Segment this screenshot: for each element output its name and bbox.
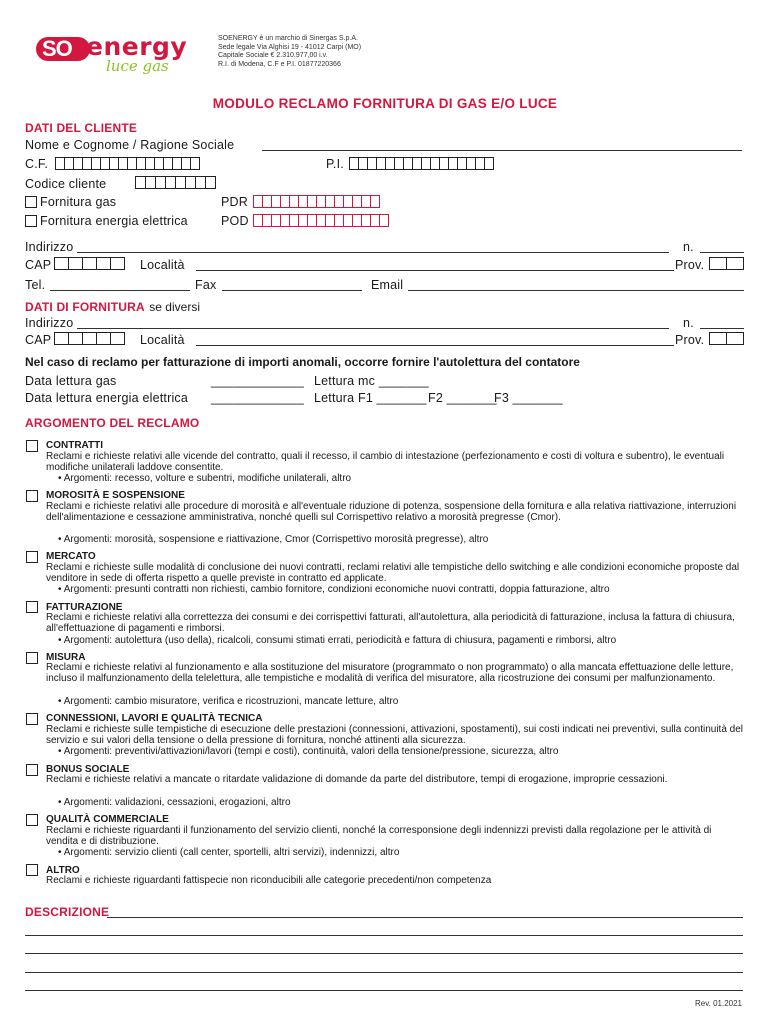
contratti-desc: Reclami e richieste relativi alle vicende del contratto, quali il recesso, il cambio di intestazione (perfezionamento e costi di voltura e subentro), le eventuali modifiche unilaterali laddove consentite. (46, 451, 725, 473)
data-lettura-energia-field[interactable]: _____________ (211, 391, 304, 405)
fatturazione-args: • Argomenti: autolettura (uso della), ricalcoli, consumi stimati errati, periodicità e fattura di chiusura, pagamenti e rimborsi, altro (58, 635, 617, 646)
fornitura-numero-label: n. (683, 316, 694, 330)
fatturazione-desc: Reclami e richieste relativi alla correttezza dei consumi e dei corrispettivi fatturati, all'autolettura, alla periodicità di fatturazione, inclusa la fattura di chiusura, all'effettuazione di pagamenti e rimborsi. (46, 612, 735, 634)
lettura-f1-field[interactable]: Lettura F1 _______ (314, 391, 427, 405)
lettura-mc-field[interactable]: Lettura mc _______ (314, 374, 429, 388)
misura-checkbox[interactable] (26, 652, 38, 664)
bonus-sociale-desc: Reclami e richieste relativi a mancate o ritardate validazione di domande da parte del distributore, tempi di erogazione, improprie cessazioni. (46, 774, 668, 785)
data-lettura-energia-label: Data lettura energia elettrica (25, 391, 189, 405)
misura-desc: Reclami e richieste relativi al funzionamento e alla sostituzione del misuratore (programmato o non programmato) o alla mancata effettuazione delle letture, incluso il malfunzionamento della telelettura, alle tempistiche e modalità di verifica del misuratore, alla ricostruzione dei consumi per malfunzionamento. (46, 662, 734, 684)
bonus-sociale-args: • Argomenti: validazioni, cessazioni, erogazioni, altro (58, 797, 291, 808)
descrizione-line[interactable] (25, 972, 743, 973)
altro-checkbox[interactable] (26, 864, 38, 876)
connessioni-checkbox[interactable] (26, 713, 38, 725)
mercato-desc: Reclami e richieste sulle modalità di conclusione dei nuovi contratti, reclami relativi alle tempistiche dello switching e alle condizioni economiche proposte dal venditore in sede di offerta rispetto a quelle previste in contratto ed applicate. (46, 562, 740, 584)
altro-title: ALTRO (46, 865, 80, 876)
pod-boxes[interactable] (253, 214, 388, 227)
nome-label: Nome e Cognome / Ragione Sociale (25, 138, 235, 152)
descrizione-line[interactable] (25, 935, 743, 936)
lettura-f2-field[interactable]: F2 _______ (428, 391, 497, 405)
descrizione-line[interactable] (25, 953, 743, 954)
fatturazione-title: FATTURAZIONE (46, 602, 123, 613)
page-title: MODULO RECLAMO FORNITURA DI GAS E/O LUCE (212, 96, 558, 111)
logo-tagline: luce gas (106, 57, 169, 75)
descrizione-line[interactable] (25, 990, 743, 991)
localita-label: Località (140, 258, 185, 272)
qualita-commerciale-checkbox[interactable] (26, 814, 38, 826)
altro-desc: Reclami e richieste riguardanti fattispecie non riconducibili alle categorie precedenti/non competenza (46, 875, 492, 886)
email-field[interactable] (408, 290, 744, 291)
section-dati-fornitura (25, 298, 200, 316)
numero-label: n. (683, 240, 694, 254)
descrizione-line[interactable] (107, 917, 743, 918)
morosita-checkbox[interactable] (26, 490, 38, 502)
fornitura-indirizzo-label: Indirizzo (25, 316, 74, 330)
qualita-commerciale-title: QUALITÀ COMMERCIALE (46, 814, 169, 825)
lettura-f3-field[interactable]: F3 _______ (494, 391, 563, 405)
company-info (218, 35, 361, 69)
fornitura-localita-field[interactable] (196, 345, 674, 346)
fornitura-prov-boxes[interactable] (709, 332, 743, 345)
indirizzo-label: Indirizzo (25, 240, 74, 254)
fornitura-cap-label: CAP (25, 333, 52, 347)
logo-so-text: SO (42, 36, 72, 61)
company-line: R.I. di Modena, C.F e P.I. 01877220366 (218, 60, 341, 68)
cap-boxes[interactable] (54, 257, 124, 270)
lettura-heading: Nel caso di reclamo per fatturazione di importi anomali, occorre fornire l'autolettura del contatore (25, 355, 580, 369)
cf-boxes[interactable] (55, 157, 199, 170)
pi-label: P.I. (326, 157, 344, 171)
contratti-args: • Argomenti: recesso, volture e subentri, modifiche unilaterali, altro (58, 473, 352, 484)
fax-label: Fax (195, 278, 217, 292)
company-line: SOENERGY è un marchio di Sinergas S.p.A. (218, 35, 358, 42)
email-label: Email (371, 278, 404, 292)
contratti-title: CONTRATTI (46, 440, 104, 451)
morosita-args: • Argomenti: morosità, sospensione e riattivazione, Cmor (Corrispettivo morosità pregresse), altro (58, 534, 489, 545)
tel-label: Tel. (25, 278, 46, 292)
bonus-sociale-title: BONUS SOCIALE (46, 764, 130, 775)
pdr-label: PDR (221, 195, 248, 209)
prov-boxes[interactable] (709, 257, 743, 270)
misura-args: • Argomenti: cambio misuratore, verifica e ricostruzioni, mancate letture, altro (58, 696, 399, 707)
bonus-sociale-checkbox[interactable] (26, 764, 38, 776)
logo-so-badge (36, 37, 90, 61)
fornitura-prov-label: Prov. (675, 333, 705, 347)
pod-label: POD (221, 214, 249, 228)
cf-label: C.F. (25, 157, 49, 171)
dati-fornitura-suffix: se diversi (149, 300, 200, 314)
fornitura-gas-checkbox[interactable] (25, 196, 37, 208)
misura-title: MISURA (46, 652, 86, 663)
connessioni-title: CONNESSIONI, LAVORI E QUALITÀ TECNICA (46, 713, 263, 724)
cap-label: CAP (25, 258, 52, 272)
section-dati-cliente: DATI DEL CLIENTE (25, 121, 138, 135)
codice-cliente-boxes[interactable] (135, 176, 215, 189)
fornitura-gas-label: Fornitura gas (40, 195, 117, 209)
mercato-title: MERCATO (46, 551, 96, 562)
morosita-desc: Reclami e richieste relativi alle procedure di morosità e all'eventuale riduzione di potenza, sospensione della fornitura e alla relativa riattivazione, interruzioni dell'alimentazione e cessazione amministrativa, nonché quelli sul Corrispettivo relativo a morosità pregresse (Cmor). (46, 501, 737, 523)
fax-field[interactable] (222, 290, 362, 291)
qualita-commerciale-args: • Argomenti: servizio clienti (call center, sportelli, altri servizi), indennizzi, altro (58, 847, 400, 858)
pi-boxes[interactable] (349, 157, 493, 170)
fornitura-indirizzo-field[interactable] (77, 328, 669, 329)
indirizzo-field[interactable] (77, 252, 669, 253)
descrizione-label: DESCRIZIONE (25, 905, 110, 919)
fornitura-energia-checkbox[interactable] (25, 215, 37, 227)
revision-label: Rev. 01.2021 (695, 999, 742, 1008)
numero-field[interactable] (700, 252, 744, 253)
morosita-title: MOROSITÀ E SOSPENSIONE (46, 490, 185, 501)
connessioni-args: • Argomenti: preventivi/attivazioni/lavori (tempi e costi), continuità, valori della tensione/pressione, sicurezza, altro (58, 746, 559, 757)
data-lettura-gas-label: Data lettura gas (25, 374, 117, 388)
contratti-checkbox[interactable] (26, 440, 38, 452)
qualita-commerciale-desc: Reclami e richieste riguardanti il funzionamento del servizio clienti, nonché la corresponsione degli indennizzi previsti dalla regolazione per le attività di vendita e di distribuzione. (46, 825, 712, 847)
section-argomento: ARGOMENTO DEL RECLAMO (25, 416, 200, 430)
company-line: Capitale Sociale € 2.310.977,00 i.v. (218, 52, 328, 60)
fornitura-numero-field[interactable] (700, 328, 744, 329)
prov-label: Prov. (675, 258, 705, 272)
localita-field[interactable] (196, 270, 674, 271)
tel-field[interactable] (50, 290, 190, 291)
fornitura-localita-label: Località (140, 333, 185, 347)
connessioni-desc: Reclami e richieste sulle tempistiche di esecuzione delle prestazioni (connessioni, attivazioni, spostamenti), sui costi indicati nei preventivi, sulla continuità del servizio e sui valori della tensione o della pressione di fornitura, nonché attinenti alla sicurezza. (46, 724, 744, 746)
dati-fornitura-title: DATI DI FORNITURA (25, 300, 145, 314)
codice-cliente-label: Codice cliente (25, 177, 107, 191)
fornitura-cap-boxes[interactable] (54, 332, 124, 345)
mercato-args: • Argomenti: presunti contratti non richiesti, cambio fornitore, condizioni economiche nuovi contratti, doppia fatturazione, altro (58, 584, 610, 595)
company-line: Sede legale Via Alghisi 19 - 41012 Carpi (MO) (218, 43, 362, 51)
fatturazione-checkbox[interactable] (26, 601, 38, 613)
logo-energy-text: energy (86, 32, 188, 61)
fornitura-energia-label: Fornitura energia elettrica (40, 214, 188, 228)
logo (36, 34, 202, 78)
pdr-boxes[interactable] (253, 195, 379, 208)
data-lettura-gas-field[interactable]: _____________ (211, 374, 304, 388)
mercato-checkbox[interactable] (26, 551, 38, 563)
nome-field[interactable] (262, 150, 742, 151)
